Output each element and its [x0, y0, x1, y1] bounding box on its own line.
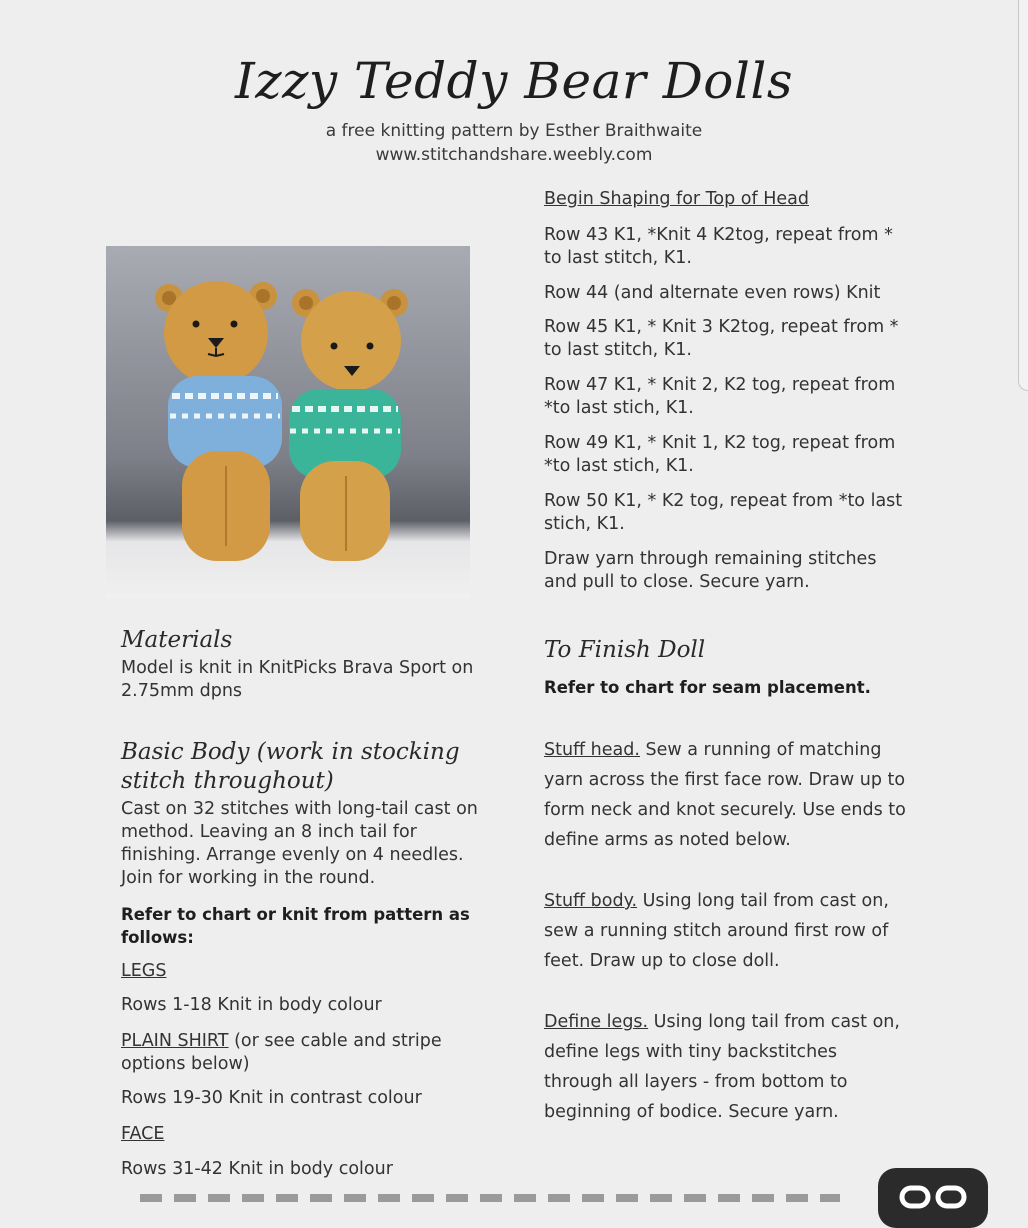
materials-text: Model is knit in KnitPicks Brava Sport on 2.75mm dpns: [121, 658, 474, 701]
website-link[interactable]: www.stitchandshare.weebly.com: [375, 145, 653, 165]
basic-body-text: Cast on 32 stitches with long-tail cast on method. Leaving an 8 inch tail for finishing. Arrange evenly on 4 needles. Join for working in the round.: [121, 799, 478, 888]
stuff-body-step: Stuff body. Using long tail from cast on, sew a running stitch around first row of feet. Draw up to close doll.: [544, 891, 889, 971]
author-line: a free knitting pattern by Esther Braithwaite: [325, 121, 703, 141]
stuff-head-step: Stuff head. Sew a running of matching yarn across the first face row. Draw up to form neck and knot securely. Use ends to define arms as noted below.: [544, 740, 906, 850]
basic-body-heading: Basic Body (work in stocking stitch throughout): [121, 739, 460, 794]
row-47: Row 47 K1, * Knit 2, K2 tog, repeat from *to last stich, K1.: [544, 375, 896, 418]
cropped-text-line: [140, 1194, 840, 1202]
row-44: Row 44 (and alternate even rows) Knit: [544, 283, 881, 303]
legs-label: LEGS: [121, 961, 167, 981]
materials-heading: Materials: [121, 627, 233, 653]
row-45: Row 45 K1, * Knit 3 K2tog, repeat from * to last stitch, K1.: [544, 317, 899, 360]
draw-yarn-step: Draw yarn through remaining stitches and pull to close. Secure yarn.: [544, 549, 877, 592]
link-icon: [898, 1182, 968, 1216]
finish-heading: To Finish Doll: [544, 637, 706, 663]
seam-placement-note: Refer to chart for seam placement.: [544, 678, 871, 697]
face-label: FACE: [121, 1124, 165, 1144]
plain-shirt-section: [121, 1030, 491, 1076]
row-50: Row 50 K1, * K2 tog, repeat from *to last stich, K1.: [544, 491, 903, 534]
page-title: Izzy Teddy Bear Dolls: [234, 52, 794, 110]
share-link-button[interactable]: [878, 1168, 988, 1228]
legs-rows: Rows 1-18 Knit in body colour: [121, 995, 382, 1015]
row-43: Row 43 K1, *Knit 4 K2tog, repeat from * to last stitch, K1.: [544, 225, 893, 268]
stuff-head-label: Stuff head.: [544, 740, 640, 760]
bear-dolls-photo: [106, 246, 470, 598]
stuff-body-label: Stuff body.: [544, 891, 638, 911]
shirt-rows: Rows 19-30 Knit in contrast colour: [121, 1088, 422, 1108]
face-rows: Rows 31-42 Knit in body colour: [121, 1159, 393, 1179]
row-49: Row 49 K1, * Knit 1, K2 tog, repeat from *to last stich, K1.: [544, 433, 896, 476]
plain-shirt-label: PLAIN SHIRT: [121, 1031, 229, 1051]
plain-shirt-note: (or see cable and stripe options below): [121, 1031, 442, 1074]
define-legs-label: Define legs.: [544, 1012, 649, 1032]
scroll-edge[interactable]: [1018, 0, 1028, 391]
shaping-heading: Begin Shaping for Top of Head: [544, 189, 809, 209]
define-legs-step: Define legs. Using long tail from cast on, define legs with tiny backstitches through all layers - from bottom to beginning of bodice. Secure yarn.: [544, 1012, 900, 1122]
refer-chart-note: Refer to chart or knit from pattern as follows:: [121, 905, 470, 947]
